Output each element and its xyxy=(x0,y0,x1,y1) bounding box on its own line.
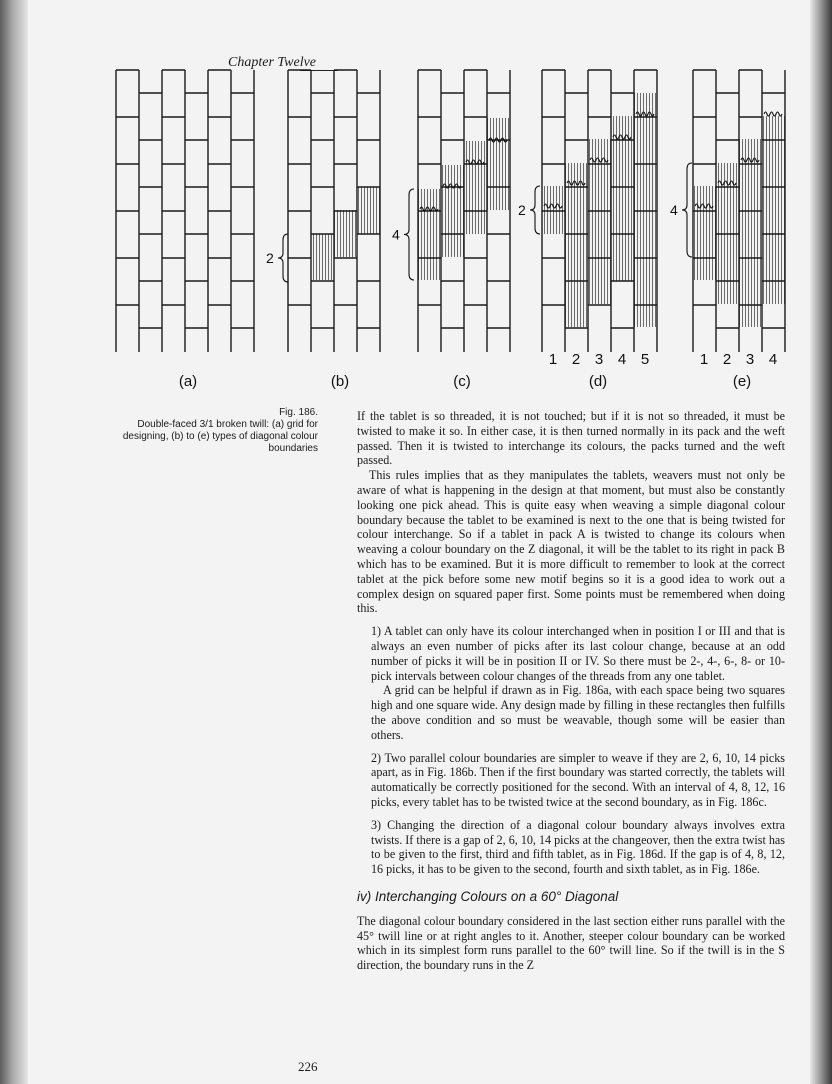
column-number: 2 xyxy=(722,351,732,368)
paragraph: This rules implies that as they manipulates the tablets, weavers must not only be aware of what is happening in the design at that moment, but must also be constantly looking one pick ahead. This is quite easy when weaving a simple diagonal colour boundary because the tablet to be examined is next to the one that is being twisted for colour interchange. So if a tablet in pack A is twisted to change its colours when weaving a colour boundary on the Z diagonal, it will be the tablet to its right in pack B which has to be examined. But it is more difficult to remember to look at the correct tablet at the pick before some new motif begins so it is a good idea to work out a complex design on squared paper first. Some points must be remembered when doing this. xyxy=(357,468,785,616)
section-heading: iv) Interchanging Colours on a 60° Diagonal xyxy=(357,888,619,904)
diagonal-shading xyxy=(311,93,785,327)
column-number: 1 xyxy=(548,351,558,368)
brace-label: 4 xyxy=(392,226,400,243)
column-number: 3 xyxy=(745,351,755,368)
figure-caption-text: Double-faced 3/1 broken twill: (a) grid for designing, (b) to (e) types of diagonal colour boundaries xyxy=(122,419,318,454)
figure-number: Fig. 186. xyxy=(279,407,318,418)
column-number: 2 xyxy=(571,351,581,368)
numbered-point-3: 3) Changing the direction of a diagonal colour boundary always involves extra twists. If there is a gap of 2, 6, 10, 14 picks at the changeover, then the extra twist has to be given to the first, third and fifth tablet, as in Fig. 186d. If the gap is of 4, 8, 12, 16 picks, it has to be given to the second, fourth and sixth tablet, as in Fig. 186e. xyxy=(371,817,785,877)
panel-label: (d) xyxy=(588,373,608,390)
panel-label: (e) xyxy=(732,373,752,390)
figure-caption xyxy=(108,407,318,455)
panel-label: (b) xyxy=(330,373,350,390)
column-number: 3 xyxy=(594,351,604,368)
brace-label: 2 xyxy=(518,202,526,218)
numbered-point-1: 1) A tablet can only have its colour interchanged when in position I or III and that is always an even number of picks after its last colour change, because at an odd number of picks it will be in position II or IV. So there must be 2-, 4-, 6-, 8- or 10-pick intervals between colour changes of the threads from any one tablet. xyxy=(371,624,785,683)
brace-label: 4 xyxy=(670,202,678,218)
page-number: 226 xyxy=(298,1059,318,1074)
body-text xyxy=(357,409,785,973)
column-number: 4 xyxy=(617,351,627,368)
numbered-point-1-continued: A grid can be helpful if drawn as in Fig. 186a, with each space being two squares high and one square wide. Any design made by filling in these rectangles then fulfills the above condition and so must be weavable, though some will be easier than others. xyxy=(371,683,785,742)
panel-label: (a) xyxy=(178,373,198,390)
figure-186-diagram xyxy=(0,0,832,400)
chapter-header: Chapter Twelve xyxy=(228,55,317,70)
paragraph: If the tablet is so threaded, it is not touched; but if it is not so threaded, it must be twisted to make it so. In either case, it is then turned normally in its pack and the weft passed. Then it is twisted to interchange its colours, the packs turned and the weft passed. xyxy=(357,409,785,468)
numbered-point-2: 2) Two parallel colour boundaries are simpler to weave if they are 2, 6, 10, 14 picks apart, as in Fig. 186b. Then if the first boundary was started correctly, the tablets will automatically be correctly positioned for the second. With an interval of 4, 8, 12, 16 picks, every tablet has to be twisted twice at the second boundary, as in Fig. 186c. xyxy=(371,750,785,809)
brace-label: 2 xyxy=(266,250,274,266)
column-number: 4 xyxy=(768,351,778,368)
column-number: 1 xyxy=(699,351,709,368)
column-number: 5 xyxy=(640,351,650,368)
paragraph: The diagonal colour boundary considered in the last section either runs parallel with the 45° twill line or at right angles to it. Another, steeper colour boundary can be worked which in its simplest form runs parallel to the 60° twill line. So if the twill is in the S direction, the boundary runs in the Z xyxy=(357,913,785,973)
panel-label: (c) xyxy=(453,373,471,390)
